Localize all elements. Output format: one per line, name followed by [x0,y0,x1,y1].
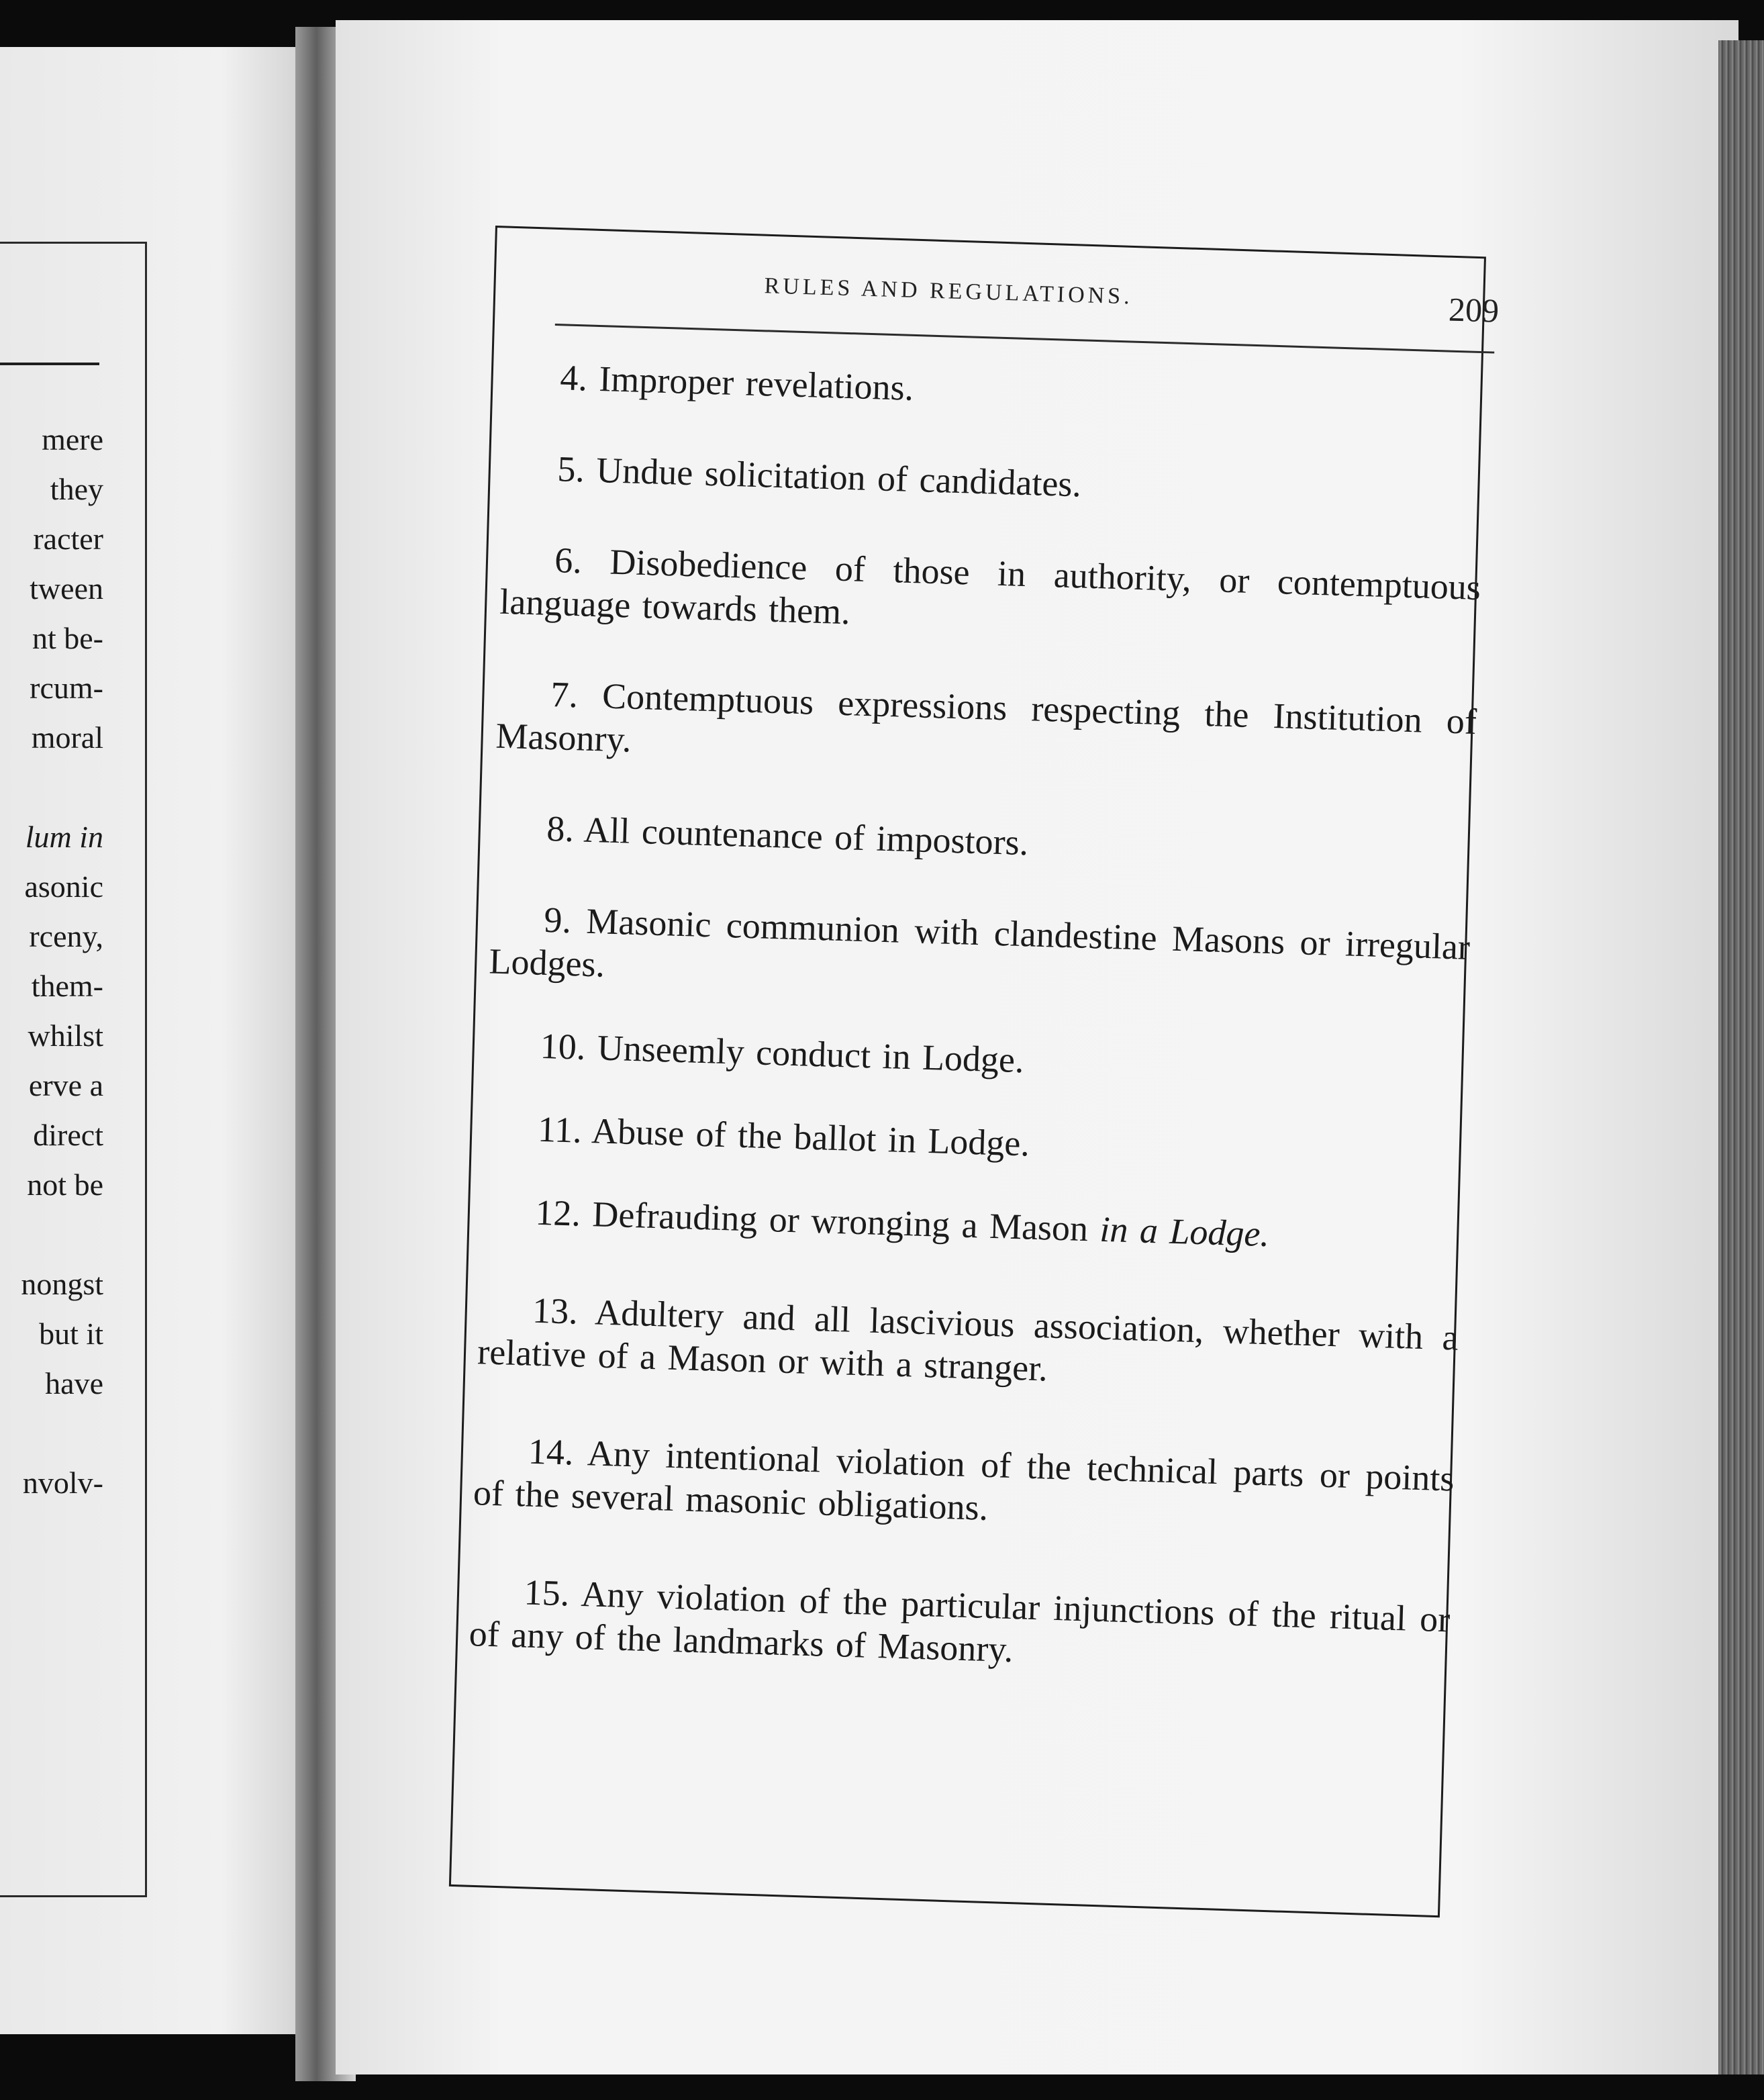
left-line: have [45,1366,103,1400]
rule-item [473,1428,1455,1543]
item-number: 8. [546,808,575,850]
item-number: 10. [540,1025,587,1067]
page-content [469,252,1500,1684]
left-line: whilst [28,1018,103,1053]
left-line-gap [0,1409,106,1458]
item-text: Adultery and all lascivious association, whether with a relative of a Mason or with a stranger. [477,1292,1459,1389]
item-text: Unseemly conduct in Lodge. [597,1027,1025,1081]
item-number: 11. [537,1108,583,1151]
rule-item [486,1022,1467,1094]
page-edges [1718,40,1764,2074]
left-line: moral [31,720,103,755]
left-line: lum in [25,820,103,854]
item-text: Any intentional violation of the technical parts or points of the several masonic obligations. [473,1433,1455,1528]
left-line: mere [42,422,103,457]
left-line: them- [31,969,103,1003]
rule-item [499,537,1481,652]
rule-item [477,1287,1459,1402]
left-page [0,47,315,2034]
left-line: not be [27,1167,103,1202]
left-line: nongst [21,1267,103,1301]
item-text: Improper revelations. [598,359,914,408]
item-number: 13. [532,1290,579,1332]
rule-item [489,897,1471,1012]
item-text-italic: in a Lodge. [1099,1208,1270,1255]
item-text: Any violation of the particular injunctions of the ritual or of any of the landmarks of Masonry. [469,1574,1451,1670]
left-line: erve a [28,1068,103,1102]
item-text: Contemptuous expressions respecting the Institution of Masonry. [495,675,1477,760]
rule-item [483,1106,1464,1178]
item-text: Abuse of the ballot in Lodge. [591,1110,1030,1164]
left-line: direct [33,1118,103,1152]
item-number: 12. [534,1192,581,1234]
left-line: asonic [24,869,103,904]
left-line: nvolv- [22,1466,103,1500]
item-number: 4. [559,357,588,399]
rule-item [481,1189,1462,1261]
item-number: 5. [556,448,585,490]
rule-item [495,671,1477,786]
left-line-gap [0,1210,106,1259]
left-line: rcum- [30,671,103,705]
rule-item [506,354,1487,426]
item-number: 6. [554,540,583,581]
rule-item [503,446,1484,518]
page-number: 209 [1448,290,1500,330]
header-rule [555,324,1494,354]
item-text: Undue solicitation of candidates. [595,449,1082,505]
item-text: All countenance of impostors. [583,809,1030,863]
item-number: 9. [543,899,572,941]
item-text: Defrauding or wronging a Mason [591,1194,1089,1249]
left-line: racter [33,522,103,556]
left-line: nt be- [32,621,103,655]
left-line-gap [0,763,106,812]
item-number: 15. [523,1572,571,1614]
item-number: 7. [550,674,579,716]
left-line: tween [30,571,103,606]
left-line: rceny, [29,919,103,953]
rule-item [493,806,1473,877]
left-line: but it [39,1317,103,1351]
running-head-title: RULES AND REGULATIONS. [764,273,1134,309]
item-text: Disobedience of those in authority, or contemptuous language towards them. [499,541,1481,632]
item-number: 14. [528,1431,575,1473]
left-header-rule [0,363,99,365]
item-text: Masonic communion with clandestine Masons or irregular Lodges. [488,900,1471,985]
left-line: they [50,472,103,506]
left-page-text [0,415,106,1508]
